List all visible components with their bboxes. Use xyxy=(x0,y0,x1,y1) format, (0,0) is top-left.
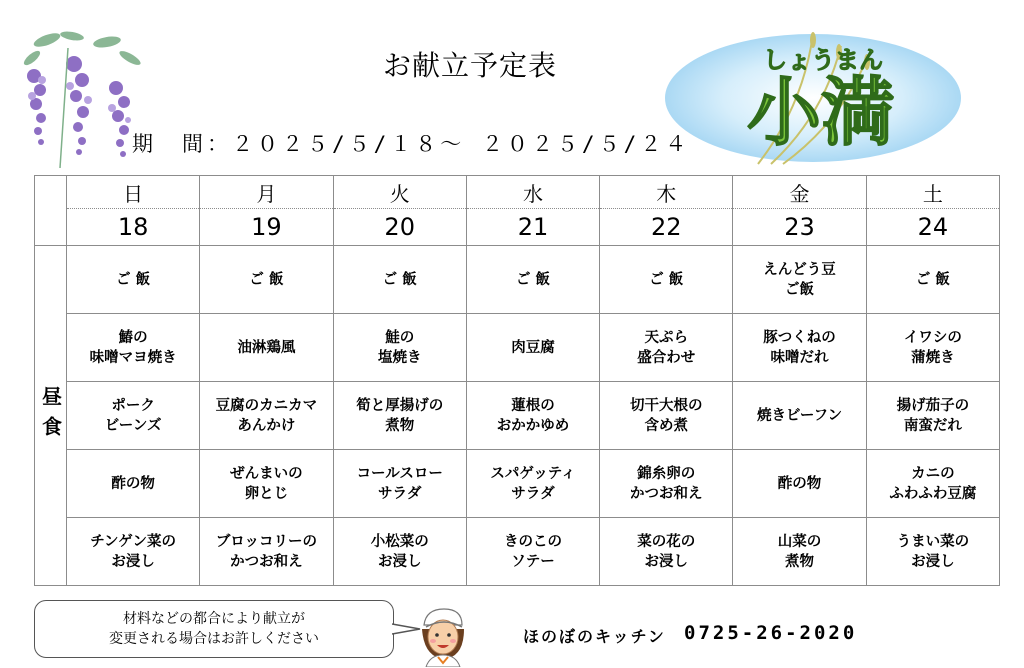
weekday-sun: 日 xyxy=(67,176,200,209)
dish-cell: 菜の花の お浸し xyxy=(600,518,733,586)
logo-name: 小満 xyxy=(747,70,895,156)
menu-table xyxy=(34,175,1000,586)
dish-cell: 鮭の 塩焼き xyxy=(333,314,466,382)
menu-row-staple xyxy=(35,246,1000,314)
date-sun: 18 xyxy=(67,209,200,246)
weekday-tue: 火 xyxy=(333,176,466,209)
dish-cell: ご 飯 xyxy=(67,246,200,314)
weekday-sat: 土 xyxy=(866,176,999,209)
dish-cell: 豚つくねの 味噌だれ xyxy=(733,314,866,382)
dish-cell: きのこの ソテー xyxy=(466,518,599,586)
dish-cell: ご 飯 xyxy=(600,246,733,314)
weekday-fri: 金 xyxy=(733,176,866,209)
notice-bubble xyxy=(34,600,394,658)
phone-number: 0725-26-2020 xyxy=(684,622,858,644)
dish-cell: スパゲッティ サラダ xyxy=(466,450,599,518)
date-tue: 20 xyxy=(333,209,466,246)
menu-row-side2 xyxy=(35,450,1000,518)
date-fri: 23 xyxy=(733,209,866,246)
meal-label-lunch: 昼食 xyxy=(35,246,67,586)
period-range: 期 間：２０２５/５/１８～ ２０２５/５/２４ xyxy=(132,132,691,156)
date-sat: 24 xyxy=(866,209,999,246)
corner-cell xyxy=(35,176,67,246)
dish-cell: 蓮根の おかかゆめ xyxy=(466,382,599,450)
chef-illustration xyxy=(412,605,474,667)
notice-text: 材料などの都合により献立が 変更される場合はお許しください xyxy=(109,611,319,647)
dish-cell: イワシの 蒲焼き xyxy=(866,314,999,382)
dish-cell: 天ぷら 盛合わせ xyxy=(600,314,733,382)
dish-cell: カニの ふわふわ豆腐 xyxy=(866,450,999,518)
weekday-thu: 木 xyxy=(600,176,733,209)
dish-cell: 筍と厚揚げの 煮物 xyxy=(333,382,466,450)
dish-cell: 山菜の 煮物 xyxy=(733,518,866,586)
date-wed: 21 xyxy=(466,209,599,246)
dish-cell: ブロッコリーの かつお和え xyxy=(200,518,333,586)
logo-furigana: しょうまん xyxy=(763,46,883,74)
dish-cell: 錦糸卵の かつお和え xyxy=(600,450,733,518)
dish-cell: ご 飯 xyxy=(200,246,333,314)
dish-cell: えんどう豆 ご飯 xyxy=(733,246,866,314)
shoman-logo xyxy=(663,26,963,166)
dish-cell: 焼きビーフン xyxy=(733,382,866,450)
dish-cell: ポーク ビーンズ xyxy=(67,382,200,450)
dish-cell: うまい菜の お浸し xyxy=(866,518,999,586)
dish-cell: 肉豆腐 xyxy=(466,314,599,382)
dish-cell: 小松菜の お浸し xyxy=(333,518,466,586)
dish-cell: チンゲン菜の お浸し xyxy=(67,518,200,586)
wisteria-illustration xyxy=(12,28,152,173)
dish-cell: ご 飯 xyxy=(333,246,466,314)
weekday-row xyxy=(35,176,1000,209)
dish-cell: コールスロー サラダ xyxy=(333,450,466,518)
page-title: お献立予定表 xyxy=(382,49,557,82)
date-thu: 22 xyxy=(600,209,733,246)
dish-cell: 酢の物 xyxy=(67,450,200,518)
date-mon: 19 xyxy=(200,209,333,246)
menu-row-side1 xyxy=(35,382,1000,450)
dish-cell: 酢の物 xyxy=(733,450,866,518)
dish-cell: 油淋鶏風 xyxy=(200,314,333,382)
dish-cell: ご 飯 xyxy=(866,246,999,314)
menu-row-main xyxy=(35,314,1000,382)
kitchen-name: ほのぼのキッチン xyxy=(523,627,666,646)
menu-row-side3 xyxy=(35,518,1000,586)
dish-cell: 鰆の 味噌マヨ焼き xyxy=(67,314,200,382)
dish-cell: ご 飯 xyxy=(466,246,599,314)
date-row xyxy=(35,209,1000,246)
weekday-wed: 水 xyxy=(466,176,599,209)
dish-cell: 揚げ茄子の 南蛮だれ xyxy=(866,382,999,450)
dish-cell: 豆腐のカニカマ あんかけ xyxy=(200,382,333,450)
weekday-mon: 月 xyxy=(200,176,333,209)
dish-cell: ぜんまいの 卵とじ xyxy=(200,450,333,518)
dish-cell: 切干大根の 含め煮 xyxy=(600,382,733,450)
